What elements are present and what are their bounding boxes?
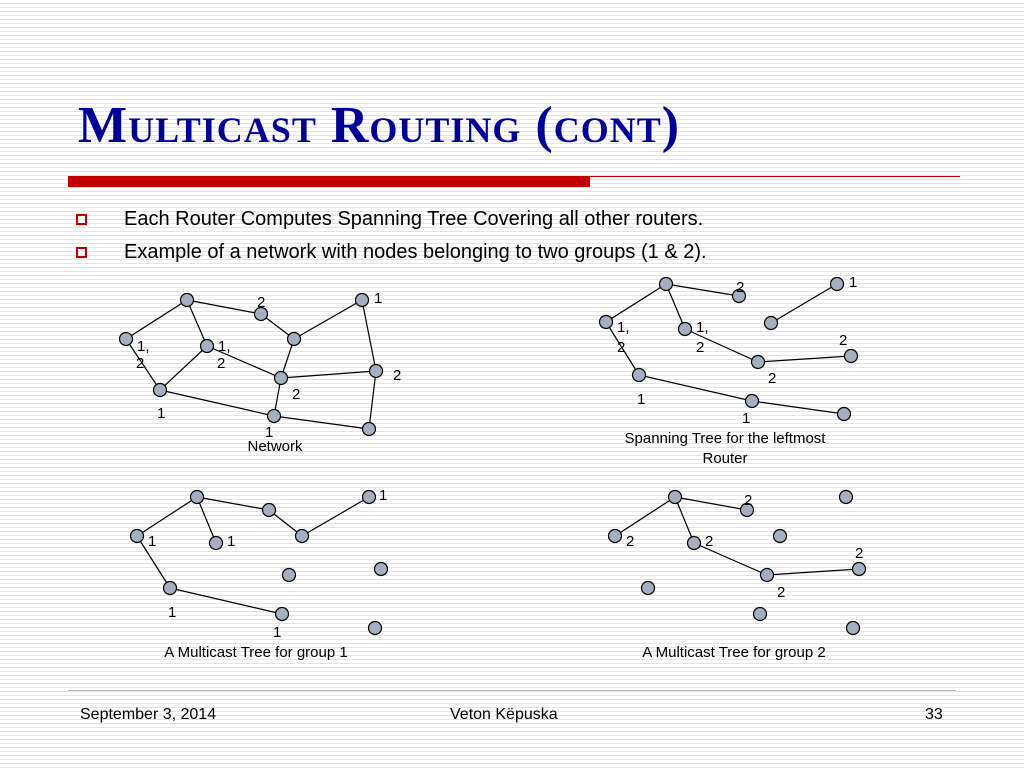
router-node bbox=[268, 410, 281, 423]
group-label: 1, bbox=[696, 319, 709, 336]
group1-tree-edges bbox=[137, 497, 369, 614]
edge bbox=[160, 346, 207, 390]
edge bbox=[675, 497, 747, 510]
group-label: 2 bbox=[777, 584, 786, 601]
edge bbox=[362, 300, 376, 371]
router-node bbox=[831, 278, 844, 291]
group2-tree-edges bbox=[615, 497, 859, 575]
group-label: 2 bbox=[136, 355, 145, 372]
bullet-text: Example of a network with nodes belonging to two groups (1 & 2). bbox=[124, 241, 707, 263]
edge bbox=[197, 497, 269, 510]
router-node bbox=[679, 323, 692, 336]
group-label: 2 bbox=[217, 355, 226, 372]
router-node bbox=[120, 333, 133, 346]
group-label: 2 bbox=[696, 339, 705, 356]
edge bbox=[615, 497, 675, 536]
group-label: 1 bbox=[273, 624, 282, 641]
router-node bbox=[369, 622, 382, 635]
edge bbox=[187, 300, 261, 314]
footer-divider bbox=[68, 690, 956, 691]
edge bbox=[170, 588, 282, 614]
router-node bbox=[131, 530, 144, 543]
router-node bbox=[847, 622, 860, 635]
edge bbox=[160, 390, 274, 416]
edge bbox=[137, 497, 197, 536]
router-node bbox=[275, 372, 288, 385]
group2-tree-caption: A Multicast Tree for group 2 bbox=[642, 644, 826, 661]
router-node bbox=[375, 563, 388, 576]
group1-tree-caption: A Multicast Tree for group 1 bbox=[164, 644, 348, 661]
footer-author: Veton Këpuska bbox=[450, 706, 558, 723]
group-label: 1, bbox=[137, 338, 150, 355]
group-label: 2 bbox=[839, 332, 848, 349]
group-label: 1 bbox=[374, 290, 383, 307]
router-node bbox=[210, 537, 223, 550]
router-node bbox=[845, 350, 858, 363]
group-label: 1 bbox=[379, 487, 388, 504]
router-node bbox=[840, 491, 853, 504]
router-node bbox=[201, 340, 214, 353]
router-node bbox=[774, 530, 787, 543]
group2-tree-labels bbox=[626, 492, 863, 601]
group-label: 1 bbox=[227, 533, 236, 550]
router-node bbox=[688, 537, 701, 550]
router-node bbox=[191, 491, 204, 504]
router-node bbox=[370, 365, 383, 378]
group-label: 1 bbox=[148, 533, 157, 550]
network-caption: Network bbox=[247, 438, 303, 455]
spanning-tree-caption: Router bbox=[702, 450, 748, 467]
edge bbox=[606, 284, 666, 322]
group-label: 2 bbox=[257, 294, 266, 311]
router-node bbox=[642, 582, 655, 595]
edge bbox=[281, 371, 376, 378]
edge bbox=[274, 416, 369, 429]
group-label: 1 bbox=[168, 604, 177, 621]
group-label: 2 bbox=[626, 533, 635, 550]
router-node bbox=[746, 395, 759, 408]
router-node bbox=[363, 423, 376, 436]
edge bbox=[771, 284, 837, 323]
edge bbox=[666, 284, 685, 329]
group-label: 1 bbox=[742, 410, 751, 427]
router-node bbox=[363, 491, 376, 504]
footer-date: September 3, 2014 bbox=[80, 706, 217, 723]
router-node bbox=[296, 530, 309, 543]
group-label: 2 bbox=[393, 367, 402, 384]
router-node bbox=[752, 356, 765, 369]
router-node bbox=[660, 278, 673, 291]
edge bbox=[197, 497, 216, 543]
group-label: 2 bbox=[855, 545, 864, 562]
edge bbox=[767, 569, 859, 575]
group-label: 1, bbox=[218, 338, 231, 355]
group-label: 2 bbox=[617, 339, 626, 356]
group-label: 1, bbox=[617, 319, 630, 336]
router-node bbox=[609, 530, 622, 543]
bullet-text: Each Router Computes Spanning Tree Covering all other routers. bbox=[124, 208, 704, 230]
edge bbox=[675, 497, 694, 543]
router-node bbox=[669, 491, 682, 504]
router-node bbox=[356, 294, 369, 307]
slide-number: 33 bbox=[925, 706, 943, 723]
group2-tree-diagram bbox=[609, 491, 866, 662]
group-label: 1 bbox=[637, 391, 646, 408]
router-node bbox=[853, 563, 866, 576]
edge bbox=[302, 497, 369, 536]
edge bbox=[666, 284, 739, 296]
group-label: 2 bbox=[292, 386, 301, 403]
router-node bbox=[263, 504, 276, 517]
router-node bbox=[181, 294, 194, 307]
spanning-tree-diagram bbox=[600, 274, 858, 467]
group-label: 1 bbox=[849, 274, 858, 291]
edge bbox=[187, 300, 207, 346]
edge bbox=[639, 375, 752, 401]
router-node bbox=[633, 369, 646, 382]
group-label: 2 bbox=[705, 533, 714, 550]
router-node bbox=[154, 384, 167, 397]
group-label: 1 bbox=[265, 424, 274, 441]
edge bbox=[369, 371, 376, 429]
network-diagram bbox=[120, 290, 402, 455]
group-label: 2 bbox=[768, 370, 777, 387]
edge bbox=[758, 356, 851, 362]
router-node bbox=[164, 582, 177, 595]
router-node bbox=[288, 333, 301, 346]
router-node bbox=[276, 608, 289, 621]
group1-tree-diagram bbox=[131, 487, 388, 661]
router-node bbox=[600, 316, 613, 329]
group-label: 2 bbox=[744, 492, 753, 509]
slide-title: Multicast Routing (cont) bbox=[78, 97, 681, 154]
group-label: 1 bbox=[157, 405, 166, 422]
router-node bbox=[761, 569, 774, 582]
edge bbox=[294, 300, 362, 339]
router-node bbox=[283, 569, 296, 582]
router-node bbox=[754, 608, 767, 621]
group-label: 2 bbox=[736, 279, 745, 296]
router-node bbox=[838, 408, 851, 421]
router-node bbox=[765, 317, 778, 330]
edge bbox=[126, 300, 187, 339]
spanning-tree-caption: Spanning Tree for the leftmost bbox=[624, 430, 826, 447]
edge bbox=[752, 401, 844, 414]
